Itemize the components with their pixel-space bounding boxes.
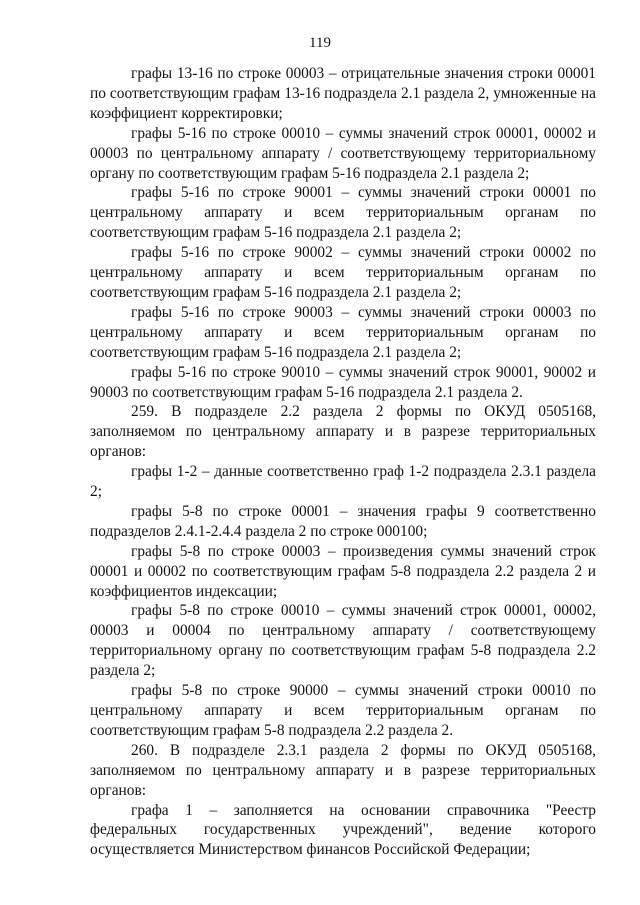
paragraph: графы 5-16 по строке 90002 – суммы значений строки 00002 по центральному аппарату и всем территориальным органам по соответствующим графам 5-16 подраздела 2.1 раздела 2; bbox=[90, 244, 596, 301]
paragraph: графы 5-8 по строке 00001 – значения графы 9 соответственно подразделов 2.4.1-2.4.4 раздела 2 по строке 000100; bbox=[90, 502, 596, 540]
paragraph: графы 5-8 по строке 00003 – произведения суммы значений строк 00001 и 00002 по соответствующим графам 5-8 подраздела 2.2 раздела 2 и коэффициентов индексации; bbox=[90, 542, 596, 600]
paragraph: графы 13-16 по строке 00003 – отрицательные значения строки 00001 по соответствующим графам 13-16 подраздела 2.1 раздела 2, умноженные на коэффициент корректировки; bbox=[90, 65, 596, 122]
paragraph-item-259: 259. В подразделе 2.2 раздела 2 формы по ОКУД 0505168, заполняемом по центральному аппарату и в разрезе территориальных органов: bbox=[90, 403, 596, 461]
paragraph: графа 1 – заполняется на основании справочника "Реестр федеральных государственных учреждений", ведение которого осуществляется Министерством финансов Российской Федерации; bbox=[90, 801, 596, 859]
page-number: 119 bbox=[309, 35, 331, 51]
paragraph: графы 5-8 по строке 90000 – суммы значений строки 00010 по центральному аппарату и всем территориальным органам по соответствующим графам 5-8 подраздела 2.2 раздела 2. bbox=[90, 682, 596, 739]
paragraph: графы 5-16 по строке 00010 – суммы значений строк 00001, 00002 и 00003 по центральному аппарату / соответствующему территориальному органу по соответствующим графам 5-16 подраздела 2.1 раздела 2; bbox=[90, 124, 596, 182]
paragraph: графы 5-16 по строке 90010 – суммы значений строк 90001, 90002 и 90003 по соответствующим графам 5-16 подраздела 2.1 раздела 2. bbox=[90, 363, 596, 401]
paragraph: графы 5-16 по строке 90003 – суммы значений строки 00003 по центральному аппарату и всем территориальным органам по соответствующим графам 5-16 подраздела 2.1 раздела 2; bbox=[90, 303, 596, 361]
paragraph-item-260: 260. В подразделе 2.3.1 раздела 2 формы по ОКУД 0505168, заполняемом по центральному аппарату и в разрезе территориальных органов: bbox=[90, 741, 596, 799]
paragraph: графы 5-8 по строке 00010 – суммы значений строк 00001, 00002, 00003 и 00004 по центральному аппарату / соответствующему территориальному органу по соответствующим графам 5-8 подраздела 2.2 раздела 2; bbox=[90, 602, 596, 680]
document-body bbox=[90, 64, 596, 860]
paragraph: графы 5-16 по строке 90001 – суммы значений строки 00001 по центральному аппарату и всем территориальным органам по соответствующим графам 5-16 подраздела 2.1 раздела 2; bbox=[90, 184, 596, 242]
paragraph: графы 1-2 – данные соответственно граф 1-2 подраздела 2.3.1 раздела 2; bbox=[90, 463, 596, 501]
